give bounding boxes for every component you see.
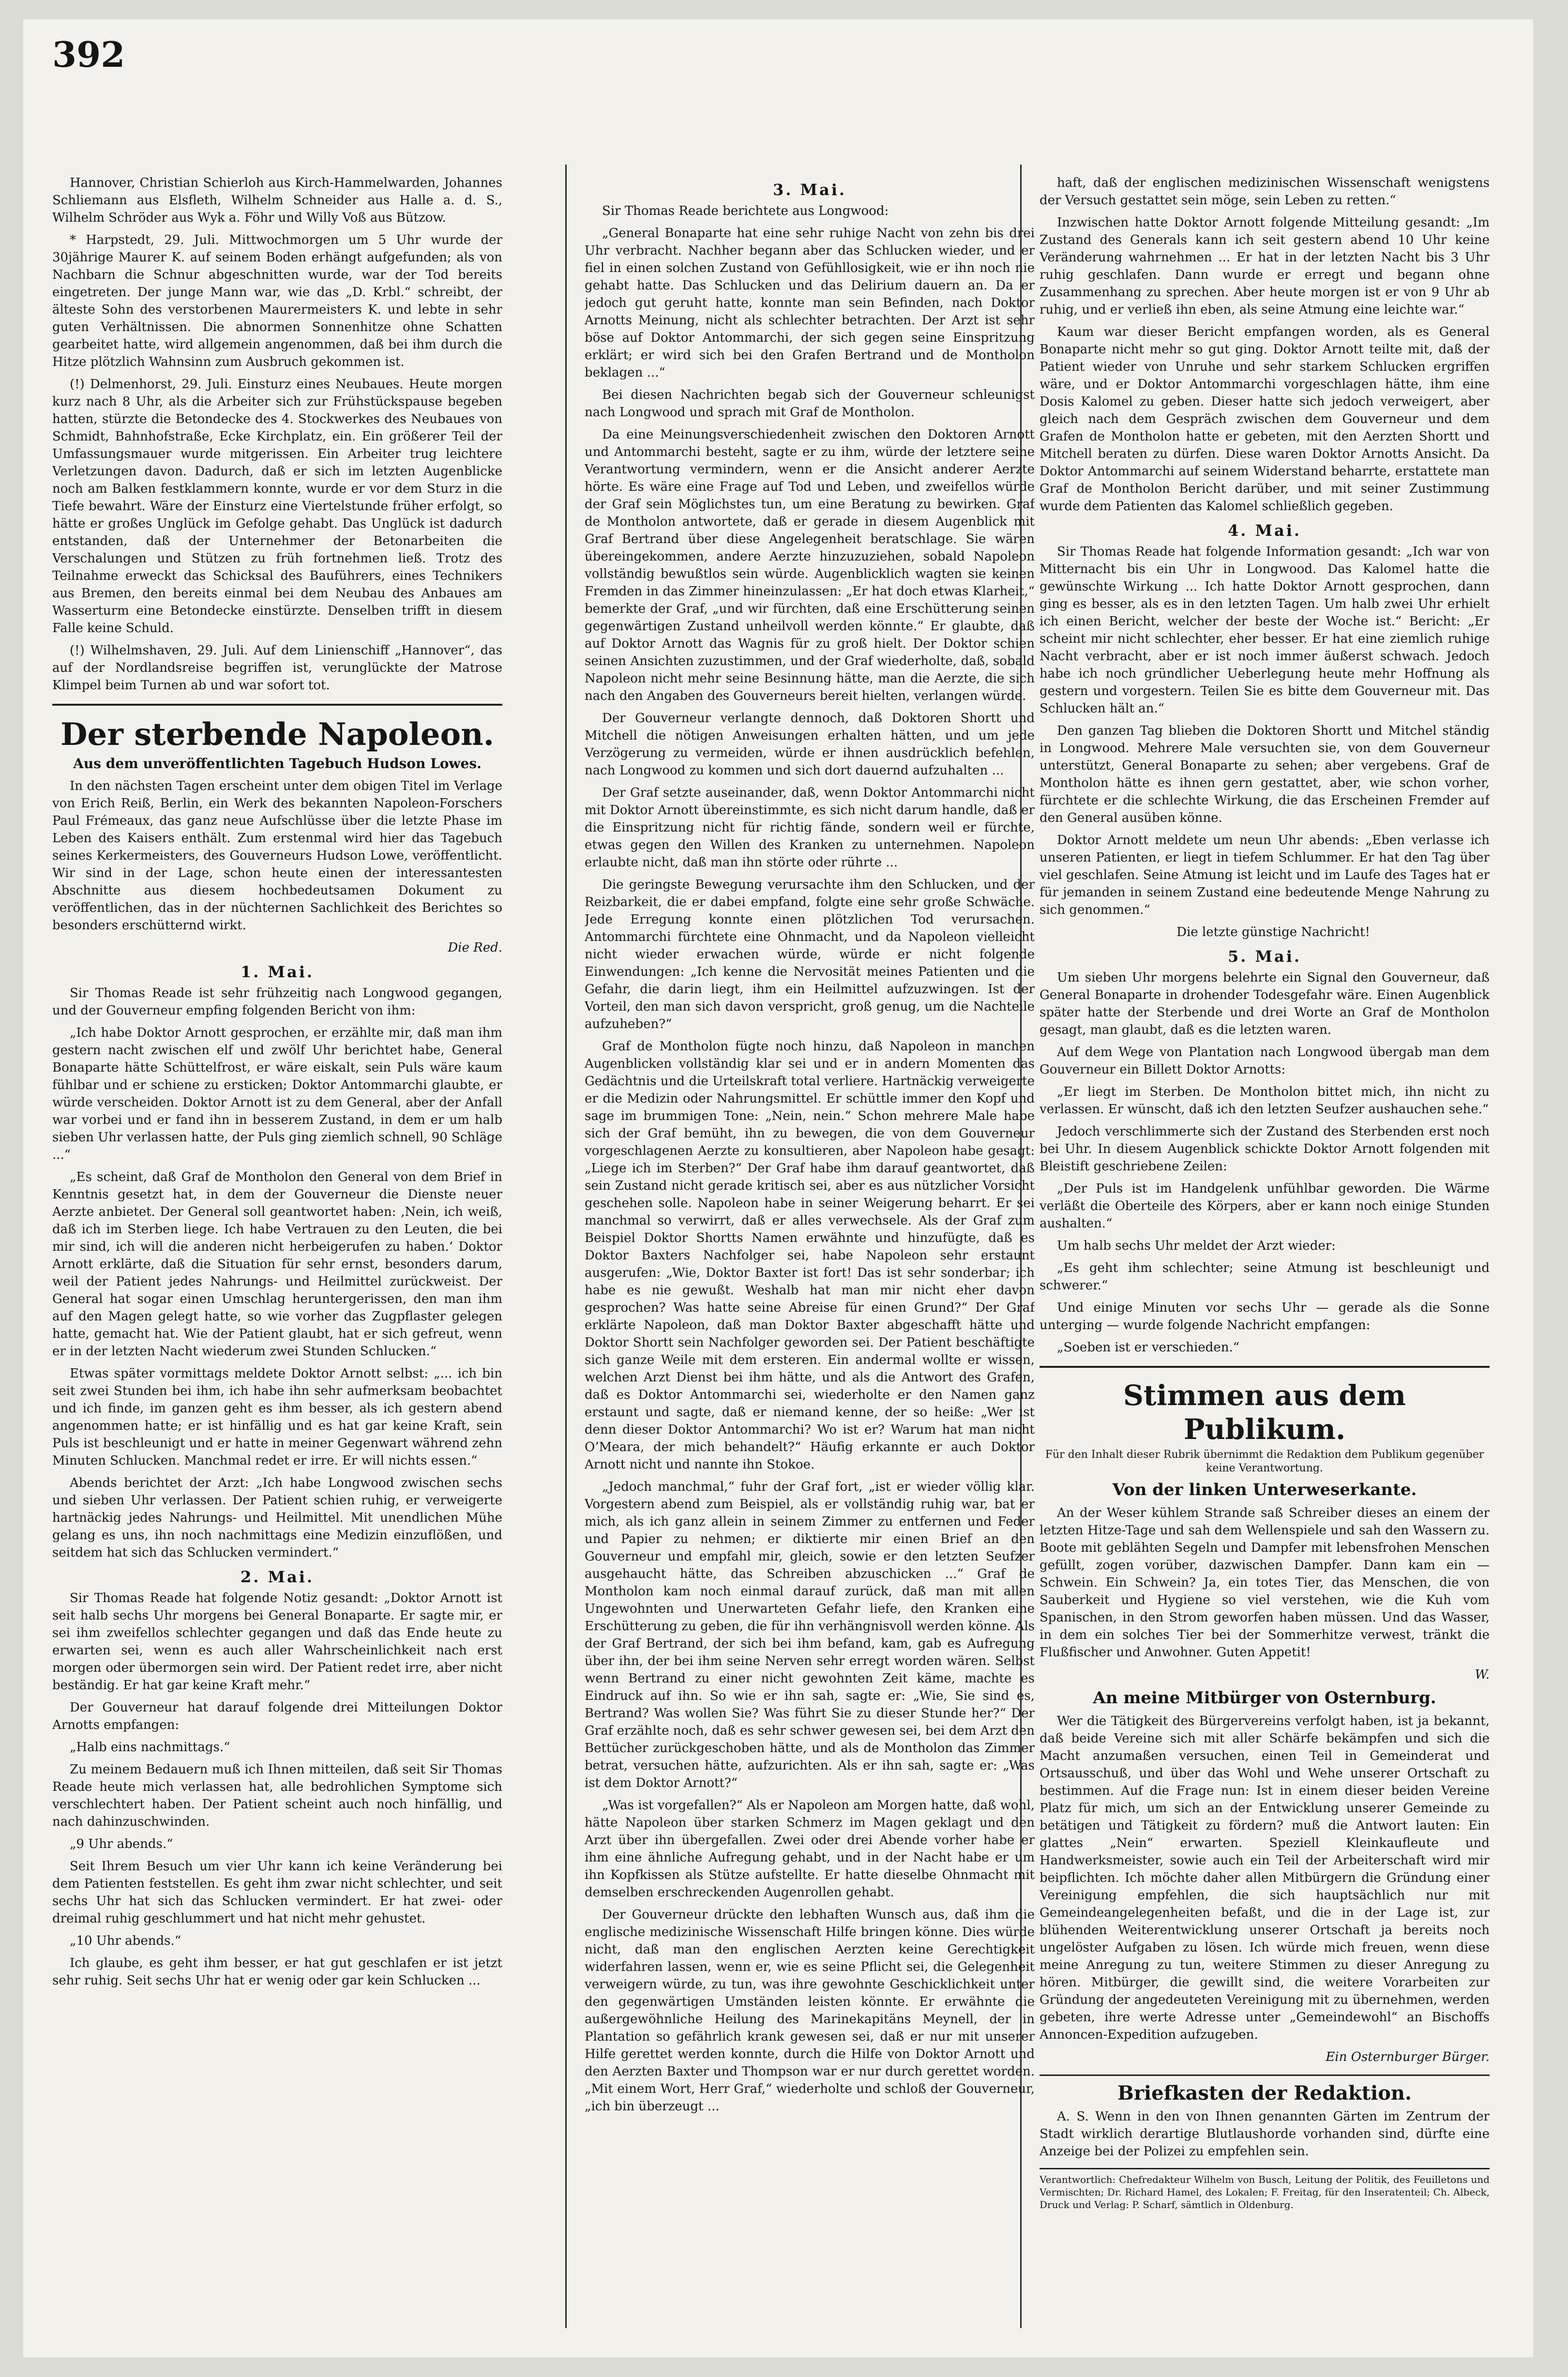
article-paragraph: „Der Puls ist im Handgelenk unfühlbar geworden. Die Wärme verläßt die Oberteile des Körpers, aber er kann noch einige Stunden aushalten.“ xyxy=(1040,1181,1490,1231)
article-paragraph: „Es geht ihm schlechter; seine Atmung ist beschleunigt und schwerer.“ xyxy=(1040,1261,1490,1293)
letter-title: An meine Mitbürger von Osternburg. xyxy=(1093,1688,1436,1708)
news-paragraph: Hannover, Christian Schierloh aus Kirch-Hammelwarden, Johannes Schliemann aus Elsfleth, Wilhelm Schneider aus Halle a. d. S., Wilhelm Schröder aus Wyk a. Föhr und Willy Voß aus Bützow. xyxy=(52,176,502,225)
column-2 xyxy=(585,174,1035,2333)
column-3 xyxy=(1040,174,1490,2333)
article-paragraph: Und einige Minuten vor sechs Uhr — gerade als die Sonne unterging — wurde folgende Nachricht empfangen: xyxy=(1040,1301,1490,1332)
article-paragraph: „Ich habe Doktor Arnott gesprochen, er erzählte mir, daß man ihm gestern nacht zwischen elf und zwölf Uhr berichtet habe, General Bonaparte hätte Schüttelfrost, er wäre eiskalt, sein Puls wäre kaum fühlbar und er schiene zu ersticken; Doktor Antommarchi glaubte, er würde verscheiden. Doktor Arnott ist zu dem General, aber der Anfall war vorbei und er fand ihn in besserem Zustand, in dem er um halb sieben Uhr verlassen hatte, der Puls ging ziemlich schnell, 90 Schläge ...“ xyxy=(52,1026,502,1162)
letter-title: Von der linken Unterweserkante. xyxy=(1112,1480,1417,1499)
article-paragraph: „9 Uhr abends.“ xyxy=(70,1837,173,1851)
article-paragraph: Doktor Arnott meldete um neun Uhr abends: „Eben verlasse ich unseren Patienten, er liegt in tiefem Schlummer. Er hat den Tag über viel geschlafen. Seine Atmung ist leicht und im Laufe des Tages hat er für jemanden in seinem Zustand eine bedeutende Menge Nahrung zu sich genommen.“ xyxy=(1040,833,1490,917)
article-paragraph: Der Gouverneur verlangte dennoch, daß Doktoren Shortt und Mitchell die nötigen Anweisungen erhalten hätten, und um jede Verzögerung zu vermeiden, würde er ihnen ausdrücklich befehlen, nach Longwood zu kommen und sich dort dauernd aufzuhalten ... xyxy=(585,711,1035,778)
news-paragraph: * Harpstedt, 29. Juli. Mittwochmorgen um 5 Uhr wurde der 30jährige Maurer K. auf seinem Boden erhängt aufgefunden; als von Nachbarn die Schnur abgeschnitten wurde, war der Tod bereits eingetreten. Der junge Mann war, wie das „D. Krbl.“ schreibt, der älteste Sohn des verstorbenen Maurermeisters K. und lebte in sehr guten Verhältnissen. Die abnormen Sonnenhitze ohne Schatten gearbeitet hatte, wird allgemein angenommen, daß bei ihm durch die Hitze plötzlich Wahnsinn zum Ausbruch gekommen ist. xyxy=(52,233,502,369)
publikum-section xyxy=(1040,1366,1490,2066)
article-subheadline: Aus dem unveröffentlichten Tagebuch Hudson Lowes. xyxy=(73,756,482,772)
article-paragraph: Der Gouverneur drückte den lebhaften Wunsch aus, daß ihm die englische medizinische Wissenschaft Hilfe bringen könne. Dies würde nicht, daß man den englischen Aerzten keine Gerechtigkeit widerfahren lassen, wenn er, wie es seine Pflicht sei, die Gelegenheit verweigern würde, zu tun, was ihre gewohnte Geschicklichkeit unter den gegenwärtigen Umständen leisten könnte. Er erwähnte die außergewöhnliche Heilung des Marinekapitäns Meynell, der in Plantation so gefährlich krank gewesen sei, daß er nur mit unserer Hilfe gerettet werden konnte, durch die Hilfe von Doktor Arnott und den Aerzten Baxter und Thompson war er nur durch gerettet worden. „Mit einem Wort, Herr Graf,“ wiederholte und schloß der Gouverneur, „ich bin überzeugt ... xyxy=(585,1908,1035,2114)
news-paragraph: (!) Wilhelmshaven, 29. Juli. Auf dem Linienschiff „Hannover“, das auf der Nordlandsreise begriffen ist, verunglückte der Matrose Klimpel beim Turnen ab und war sofort tot. xyxy=(52,643,502,693)
article-paragraph: „Was ist vorgefallen?“ Als er Napoleon am Morgen hatte, daß wohl, hätte Napoleon über starken Schmerz im Magen geklagt und den Arzt über ihn übergefallen. Zwei oder drei Abende vorher habe er ihm eine ähnliche Aufregung gehabt, und in der Nacht habe er um ihn Kopfkissen als Stütze aufstellte. Er hatte dieselbe Ohnmacht mit demselben erschreckenden Augenrollen gehabt. xyxy=(585,1798,1035,1900)
article-paragraph: „10 Uhr abends.“ xyxy=(70,1934,181,1948)
article-paragraph: Bei diesen Nachrichten begab sich der Gouverneur schleunigst nach Longwood und sprach mit Graf de Montholon. xyxy=(585,388,1035,420)
article-paragraph: „Er liegt im Sterben. De Montholon bittet mich, ihn nicht zu verlassen. Er wünscht, daß ich den letzten Seufzer aushauchen sehe.“ xyxy=(1040,1085,1490,1117)
letter-signature: Ein Osternburger Bürger. xyxy=(1326,2050,1490,2064)
article-paragraph: Inzwischen hatte Doktor Arnott folgende Mitteilung gesandt: „Im Zustand des Generals kann ich seit gestern abend 10 Uhr keine Veränderung wahrnehmen ... Er hat in der letzten Nacht bis 3 Uhr ruhig geschlafen. Dann wurde er erregt und begann ohne Zusammenhang zu sprechen. Aber heute morgen ist er von 9 Uhr ab ruhig, und er verließ ihn eben, als seine Atmung eine leichte war.“ xyxy=(1040,215,1490,317)
column-1 xyxy=(52,174,502,2149)
news-paragraph: (!) Delmenhorst, 29. Juli. Einsturz eines Neubaues. Heute morgen kurz nach 8 Uhr, als die Arbeiter sich zur Frühstückspause begeben hatten, stürzte die Betondecke des 4. Stockwerkes des Neubaues von Schmidt, Bahnhofstraße, Ecke Kirchplatz, ein. Ein größerer Teil der Umfassungsmauer wurde mitgerissen. Ein Arbeiter trug leichtere Verletzungen davon. Dadurch, daß er sich im letzten Augenblicke noch am Balken festklammern konnte, wurde er vor dem Sturz in die Tiefe bewahrt. Wäre der Einsturz eine Viertelstunde früher erfolgt, so hätte er großes Unglück im Gefolge gehabt. Das Unglück ist dadurch entstanden, daß der Unternehmer der Betonarbeiten die Verschalungen und Stützen zu früh fortnehmen ließ. Trotz des Teilnahme erweckt das Schicksal des Bauführers, eines Technikers aus Bremen, den bereits einmal bei dem Neubau des Anbaues am Wasserturm eine Betondecke einstürzte. Denselben trifft in diesem Falle keine Schuld. xyxy=(52,377,502,636)
article-paragraph: Auf dem Wege von Plantation nach Longwood übergab man dem Gouverneur ein Billett Doktor Arnotts: xyxy=(1040,1045,1490,1077)
article-paragraph: Der Gouverneur hat darauf folgende drei Mitteilungen Doktor Arnotts empfangen: xyxy=(52,1700,502,1732)
column-rule-1 xyxy=(565,165,567,2328)
letter-text: Wer die Tätigkeit des Bürgervereins verfolgt haben, ist ja bekannt, daß beide Vereine sich mit aller Schärfe bekämpfen und sich die Macht anzumaßen versuchen, einen Teil in Gemeinderat und Ortsausschuß, und über das Wohl und Wehe unserer Ortschaft zu bestimmen. Auf die Frage nun: Ist in einem dieser beiden Vereine Platz für mich, um sich an der Entwicklung unserer Gemeinde zu betätigen und Tätigkeit zu fördern? muß die Antwort lauten: Ein glattes „Nein“ erwarten. Speziell Kleinkaufleute und Handwerksmeister, sowie auch ein Teil der Arbeiterschaft wird mir beipflichten. Ich möchte daher allen Mitbürgern die Gründung einer Vereinigung empfehlen, die sich hauptsächlich nur mit Gemeindeangelegenheiten befaßt, und die in der Lage ist, zur blühenden Weiterentwicklung unserer Ortschaft ja bereits noch ungelöster Aufgaben zu lösen. Ich würde mich freuen, wenn diese meine Anregung zu tun, weitere Stimmen zu dieser Anregung zu hören. Mitbürger, die gewillt sind, die weitere Vorarbeiten zur Gründung der angedeuteten Vereinigung mit zu übernehmen, werden gebeten, ihre werte Adresse unter „Gemeindewohl“ an Bischoffs Annoncen-Expedition aufzugeben. xyxy=(1040,1714,1490,2042)
napoleon-article xyxy=(52,704,502,1989)
article-paragraph: Zu meinem Bedauern muß ich Ihnen mitteilen, daß seit Sir Thomas Reade heute mich verlassen hat, alle bedrohlichen Symptome sich verschlechtert haben. Der Patient scheint auch noch hinfällig, und nach dahinzuschwinden. xyxy=(52,1762,502,1829)
intro-signature: Die Red. xyxy=(448,940,502,955)
article-paragraph: „Soeben ist er verschieden.“ xyxy=(1057,1340,1239,1355)
date-heading: 4. Mai. xyxy=(1228,521,1301,540)
article-paragraph: Sir Thomas Reade berichtete aus Longwood: xyxy=(602,204,889,218)
page-number: 392 xyxy=(52,34,125,75)
article-paragraph: „General Bonaparte hat eine sehr ruhige Nacht von zehn bis drei Uhr verbracht. Nachher begann aber das Schlucken wieder, und er fiel in einen solchen Zustand von Gefühllosigkeit, wie er ihn noch nie gehabt hatte. Das Schlucken und das Delirium dauern an. Da er jedoch gut geruht hatte, konnte man sein Befinden, nach Doktor Arnotts Meinung, nicht als schlechter betrachten. Der Arzt ist sehr böse auf Doktor Antommarchi, der sich gegen seine Einspritzung erklärt; er wird sich bei den Grafen Bertrand und de Montholon beklagen ...“ xyxy=(585,226,1035,380)
article-paragraph: Die letzte günstige Nachricht! xyxy=(1176,925,1370,939)
article-paragraph: Um sieben Uhr morgens belehrte ein Signal den Gouverneur, daß General Bonaparte in drohender Todesgefahr wäre. Einen Augenblick später hatte der Sterbende und drei Worte an Graf de Montholon gesagt, man glaubt, daß es die letzten waren. xyxy=(1040,970,1490,1037)
article-paragraph: Um halb sechs Uhr meldet der Arzt wieder: xyxy=(1057,1239,1336,1253)
date-heading: 5. Mai. xyxy=(1228,947,1301,966)
article-paragraph: Der Graf setzte auseinander, daß, wenn Doktor Antommarchi nicht mit Doktor Arnott übereinstimmte, es sich nicht darum handle, daß er die Einspritzung nicht für richtig fände, sondern weil er fürchte, etwas gegen den Willen des Kranken zu unternehmen. Napoleon erlaubte nicht, daß man ihn störte oder rührte ... xyxy=(585,786,1035,870)
article-paragraph: „Halb eins nachmittags.“ xyxy=(70,1740,230,1755)
article-paragraph: „Es scheint, daß Graf de Montholon den General von dem Brief in Kenntnis gesetzt hat, in dem der Gouverneur die Dienste neuer Aerzte anbietet. Der General soll geantwortet haben: ‚Nein, ich weiß, daß ich im Sterben liege. Ich habe Vertrauen zu den Leuten, die bei mir sind, ich will die anderen nicht herbeigerufen zu haben.‘ Doktor Arnott erklärte, daß die Situation für sehr ernst, besonders darum, weil der Patient jedes Nahrungs- und Heilmittel zurückweist. Der General hat sogar einen Umschlag heruntergerissen, den man ihm auf den Magen gelegt hatte, so wie vorher das Zugpflaster gelegen hatte, gemacht hat. Wie der Patient glaubt, hat er sich gefreut, wenn er in der letzten Nacht wiederum zwei Stunden Schlucken.“ xyxy=(52,1170,502,1359)
article-paragraph: Da eine Meinungsverschiedenheit zwischen den Doktoren Arnott und Antommarchi besteht, sagte er zu ihm, würde der letztere seine Verantwortung vermindern, wenn er die Ansicht anderer Aerzte hörte. Es wäre eine Frage auf Tod und Leben, und zweifellos würde der Graf sein Möglichstes tun, um eine Beratung zu bewirken. Graf de Montholon antwortete, daß er gerade in diesem Augenblick mit Graf Bertrand über diese Angelegenheit beratschlage. Sie wären übereingekommen, andere Aerzte hinzuzuziehen, sobald Napoleon vollständig bewußtlos sein würde. Augenblicklich wagten sie keinen Fremden in das Zimmer hineinzulassen: „Er hat doch etwas Klarheit,“ bemerkte der Graf, „und wir fürchten, daß eine Erschütterung seinen gegenwärtigen Zustand unheilvoll werden könnte.“ Er glaubte, daß auf Doktor Arnott das Wagnis für zu groß hielt. Der Doktor schien seinen Ansichten zuzustimmen, und der Graf wiederholte, daß, sobald Napoleon nicht mehr seine Besinnung hätte, man die Aerzte, die sich nach den Angaben des Gouverneurs bereit hielten, verlangen würde. xyxy=(585,427,1035,703)
article-paragraph: Den ganzen Tag blieben die Doktoren Shortt und Mitchel ständig in Longwood. Mehrere Male versuchten sie, von dem Gouverneur unterstützt, General Bonaparte zu sehen; aber vergebens. Graf de Montholon hätte es ihnen gern gestattet, aber, wie schon vorher, fürchtete er die schlechte Wirkung, die das Erscheinen Fremder auf den General ausüben könne. xyxy=(1040,724,1490,825)
article-intro: In den nächsten Tagen erscheint unter dem obigen Titel im Verlage von Erich Reiß, Berlin, ein Werk des bekannten Napoleon-Forschers Paul Frémeaux, das ganz neue Aufschlüsse über die letzte Phase im Leben des Kaisers enthält. Zum erstenmal wird hier das Tagebuch seines Kerkermeisters, des Gouverneurs Hudson Lowe, veröffentlicht. Wir sind in der Lage, schon heute einen der interessantesten Abschnitte aus diesem hochbedeutsamen Dokument zu veröffentlichen, das in der nüchternen Sachlichkeit des Berichtes so besonders erschütternd wirkt. xyxy=(52,779,502,933)
article-paragraph: Graf de Montholon fügte noch hinzu, daß Napoleon in manchen Augenblicken vollständig klar sei und er in andern Momenten das Gedächtnis und die Urteilskraft total verliere. Hartnäckig verweigerte er die Medizin oder Nahrungsmittel. Er schüttle immer den Kopf und sage im brummigen Tone: „Nein, nein.“ Schon mehrere Male habe sich der Graf bemüht, ihn zu bewegen, die von dem Gouverneur vorgeschlagenen Aerzte zu konsultieren, aber Napoleon habe gesagt: „Liege ich im Sterben?“ Der Graf habe ihm darauf geantwortet, daß sein Zustand nicht gerade kritisch sei, aber es aus nützlicher Vorsicht geschehen solle. Napoleon habe in seiner Weigerung beharrt. Er sei manchmal so verwirrt, daß er alles verwechsele. Als der Graf zum Beispiel Doktor Shortts Namen erwähnte und hinzufügte, daß es Doktor Baxters Nachfolger sei, habe Napoleon sehr erstaunt ausgerufen: „Wie, Doktor Baxter ist fort! Das ist sehr sonderbar; ich habe es nie gewußt. Weshalb hat man mir nicht eher davon gesprochen? Was hatte seine Abreise für einen Grund?“ Der Graf erklärte Napoleon, daß man Doktor Baxter abgeschafft hätte und Doktor Shortt sein Nachfolger geworden sei. Der Patient beschäftigte sich ganze Weile mit dem ersteren. Ein andermal wollte er wissen, welchen Arzt Dienst bei ihm hätte, und als die Antwort des Grafen, daß es Doktor Antommarchi sei, wiederholte er den Namen ganz erstaunt und sagte, daß er niemand kenne, der so heiße: „Wer ist denn dieser Doktor Antommarchi? Wo ist er? Warum hat man nicht O’Meara, der mich behandelt?“ Häufig erkannte er auch Doktor Arnott nicht und nannte ihn Stokoe. xyxy=(585,1039,1035,1472)
date-heading: 1. Mai. xyxy=(241,963,314,981)
article-paragraph: Jedoch verschlimmerte sich der Zustand des Sterbenden erst noch bei Uhr. In diesem Augenblick schickte Doktor Arnott folgenden mit Bleistift geschriebene Zeilen: xyxy=(1040,1124,1490,1174)
letter-text: An der Weser kühlem Strande saß Schreiber dieses an einem der letzten Hitze-Tage und sah dem Wellenspiele und sah den Wassern zu. Boote mit geblähten Segeln und Dampfer mit lebensfrohen Menschen gefüllt, zogen vorüber, dazwischen Dampfer. Dann kam ein — Schwein. Ein Schwein? Ja, ein totes Tier, das Menschen, die von Sauberkeit und Hygiene so viel verstehen, wie die Kuh vom Spanischen, in den Strom geworfen haben müssen. Und das Wasser, in dem ein solches Tier bei der Sommerhitze verwest, tränkt die Flußfischer und Anwohner. Guten Appetit! xyxy=(1040,1506,1490,1660)
section-divider xyxy=(1040,2074,1490,2076)
briefkasten-text: A. S. Wenn in den von Ihnen genannten Gärten im Zentrum der Stadt wirklich derartige Blutlaushorde vorhanden sind, dürfte eine Anzeige bei der Polizei zu empfehlen sein. xyxy=(1040,2109,1490,2159)
article-paragraph: „Jedoch manchmal,“ fuhr der Graf fort, „ist er wieder völlig klar. Vorgestern abend zum Beispiel, als er vollständig ruhig war, bat er mich, als ich ganz allein in seinem Zimmer zu entfernen und Feder und Papier zu nehmen; er diktierte mir einen Brief an den Gouverneur und empfahl mir, gleich, sowie er den letzten Seufzer ausgehaucht hätte, das Schreiben abzuschicken ...“ Graf de Montholon kam noch einmal darauf zurück, daß man mit allen Ungewohnten und Unerwarteten Gefahr liefe, den Kranken eine Erschütterung zu geben, die für ihn verhängnisvoll werden könne. Als der Graf Bertrand, der sich bei ihm befand, kam, gab es Aufregung über ihn, der bei ihm seine Nerven sehr erregt worden wären. Selbst wenn Bertrand zu einer nicht gewohnten Zeit käme, machte es Eindruck auf ihn. So wie er ihn sah, sagte er: „Wie, Sie sind es, Bertrand? Was wollen Sie? Was führt Sie zu dieser Stunde her?“ Der Graf erzählte noch, daß es sehr schwer gewesen sei, bei dem Arzt den Bettücher zurückgeschoben hätte, und als de Montholon das Zimmer betrat, versuchen hätte, aufzurichten. Als er ihn sah, sagte er: „Was ist dem Doktor Arnott?“ xyxy=(585,1480,1035,1790)
article-paragraph: Seit Ihrem Besuch um vier Uhr kann ich keine Veränderung bei dem Patienten feststellen. Es geht ihm zwar nicht schlechter, und seit sechs Uhr hat sich das Schlucken vermindert. Er hat zwei- oder dreimal ruhig geschlummert und hat nicht mehr gehustet. xyxy=(52,1859,502,1926)
article-paragraph: Abends berichtet der Arzt: „Ich habe Longwood zwischen sechs und sieben Uhr verlassen. Der Patient schien ruhig, er verweigerte hartnäckig jedes Nahrungs- und Heilmittel. Mit unendlichen Mühe gelang es uns, ihn noch nachmittags eine Medizin einzuflößen, und seitdem hat sich das Schlucken vermindert.“ xyxy=(52,1476,502,1560)
article-headline: Der sterbende Napoleon. xyxy=(60,716,494,753)
date-heading: 2. Mai. xyxy=(241,1568,314,1586)
publikum-note: Für den Inhalt dieser Rubrik übernimmt die Redaktion dem Publikum gegenüber keine Verantwortung. xyxy=(1045,1449,1484,1474)
article-paragraph: Kaum war dieser Bericht empfangen worden, als es General Bonaparte nicht mehr so gut ging. Doktor Arnott teilte mit, daß der Patient wieder von Unruhe und sehr starkem Schlucken ergriffen wäre, und er Doktor Antommarchi vorgeschlagen hätte, ihm eine Dosis Kalomel zu geben. Dieser hatte sich jedoch verweigert, aber gleich nach dem Gespräch zwischen dem Gouverneur und dem Grafen de Montholon hatte er gebeten, mit den Aerzten Shortt und Mitchell beraten zu dürfen. Diese waren Doktor Arnotts Ansicht. Da Doktor Antommarchi auf seinem Widerstand beharrte, erstattete man Graf de Montholon Bericht darüber, und mit seiner Zustimmung wurde dem Patienten das Kalomel schließlich gegeben. xyxy=(1040,325,1490,514)
article-paragraph: Etwas später vormittags meldete Doktor Arnott selbst: „... ich bin seit zwei Stunden bei ihm, ich habe ihn sehr aufmerksam beobachtet und ich finde, im ganzen geht es ihm besser, als ich gestern abend angenommen hatte; er ist hinfällig und es hat gar keine Kraft, sein Puls ist beschleunigt und er hatte in meiner Gegenwart während zehn Minuten Schlucken. Manchmal redet er irre. Er will nichts essen.“ xyxy=(52,1366,502,1468)
article-paragraph: Sir Thomas Reade hat folgende Information gesandt: „Ich war von Mitternacht bis ein Uhr in Longwood. Das Kalomel hatte die gewünschte Wirkung ... Ich hatte Doktor Arnott gesprochen, dann ging es besser, als es in den letzten Tagen. Um halb zwei Uhr erhielt ich einen Bericht, welcher der beste der Woche ist.“ Bericht: „Er scheint mir nicht schlechter, eher besser. Er hat eine ziemlich ruhige Nacht verbracht, aber er ist noch immer äußerst schwach. Jedoch habe ich noch gründlicher Ueberlegung heute mehr Hoffnung als gestern und vorgestern. Teilen Sie es bitte dem Gouverneur mit. Das Schlucken hält an.“ xyxy=(1040,545,1490,716)
article-paragraph: Sir Thomas Reade hat folgende Notiz gesandt: „Doktor Arnott ist seit halb sechs Uhr morgens bei General Bonaparte. Er sagte mir, er sei ihm zweifellos schlechter gegangen und daß das Ende heute zu erwarten sei, wenn es auch aller Wahrscheinlichkeit nach erst morgen oder übermorgen sein wird. Der Patient redet irre, aber nicht beständig. Er hat gar keine Kraft mehr.“ xyxy=(52,1591,502,1693)
article-paragraph: Ich glaube, es geht ihm besser, er hat gut geschlafen er ist jetzt sehr ruhig. Seit sechs Uhr hat er wenig oder gar kein Schlucken ... xyxy=(52,1956,502,1988)
briefkasten-headline: Briefkasten der Redaktion. xyxy=(1117,2082,1412,2104)
letter-signature: W. xyxy=(1475,1667,1490,1682)
article-paragraph: haft, daß der englischen medizinischen Wissenschaft wenigstens der Versuch gestattet sein möge, sein Leben zu retten.“ xyxy=(1040,176,1490,208)
newspaper-page xyxy=(23,19,1533,2357)
publikum-headline: Stimmen aus dem Publikum. xyxy=(1123,1379,1406,1446)
article-paragraph: Die geringste Bewegung verursachte ihm den Schlucken, und der Reizbarkeit, die er dabei empfand, folgte eine sehr große Schwäche. Jede Erregung konnte einen plötzlichen Tod verursachen. Antommarchi fürchtete eine Ohnmacht, und da Napoleon vielleicht nicht wieder erwachen würde, würde er nicht folgende Einwendungen: „Ich kenne die Nervosität meines Patienten und die Gefahr, die darin liegt, ihm ein Heilmittel aufzuzwingen. Ist der Vorteil, den man sich davon verspricht, groß genug, um die Nachteile aufzuheben?“ xyxy=(585,878,1035,1031)
article-paragraph: Sir Thomas Reade ist sehr frühzeitig nach Longwood gegangen, und der Gouverneur empfing folgenden Bericht von ihm: xyxy=(52,986,502,1018)
date-heading: 3. Mai. xyxy=(773,181,846,199)
imprint: Verantwortlich: Chefredakteur Wilhelm von Busch, Leitung der Politik, des Feuilletons und Vermischten; Dr. Richard Hamel, des Lokalen; F. Freitag, für den Inseratenteil; Ch. Albeck, Druck und Verlag: P. Scharf, sämtlich in Oldenburg. xyxy=(1040,2168,1490,2211)
